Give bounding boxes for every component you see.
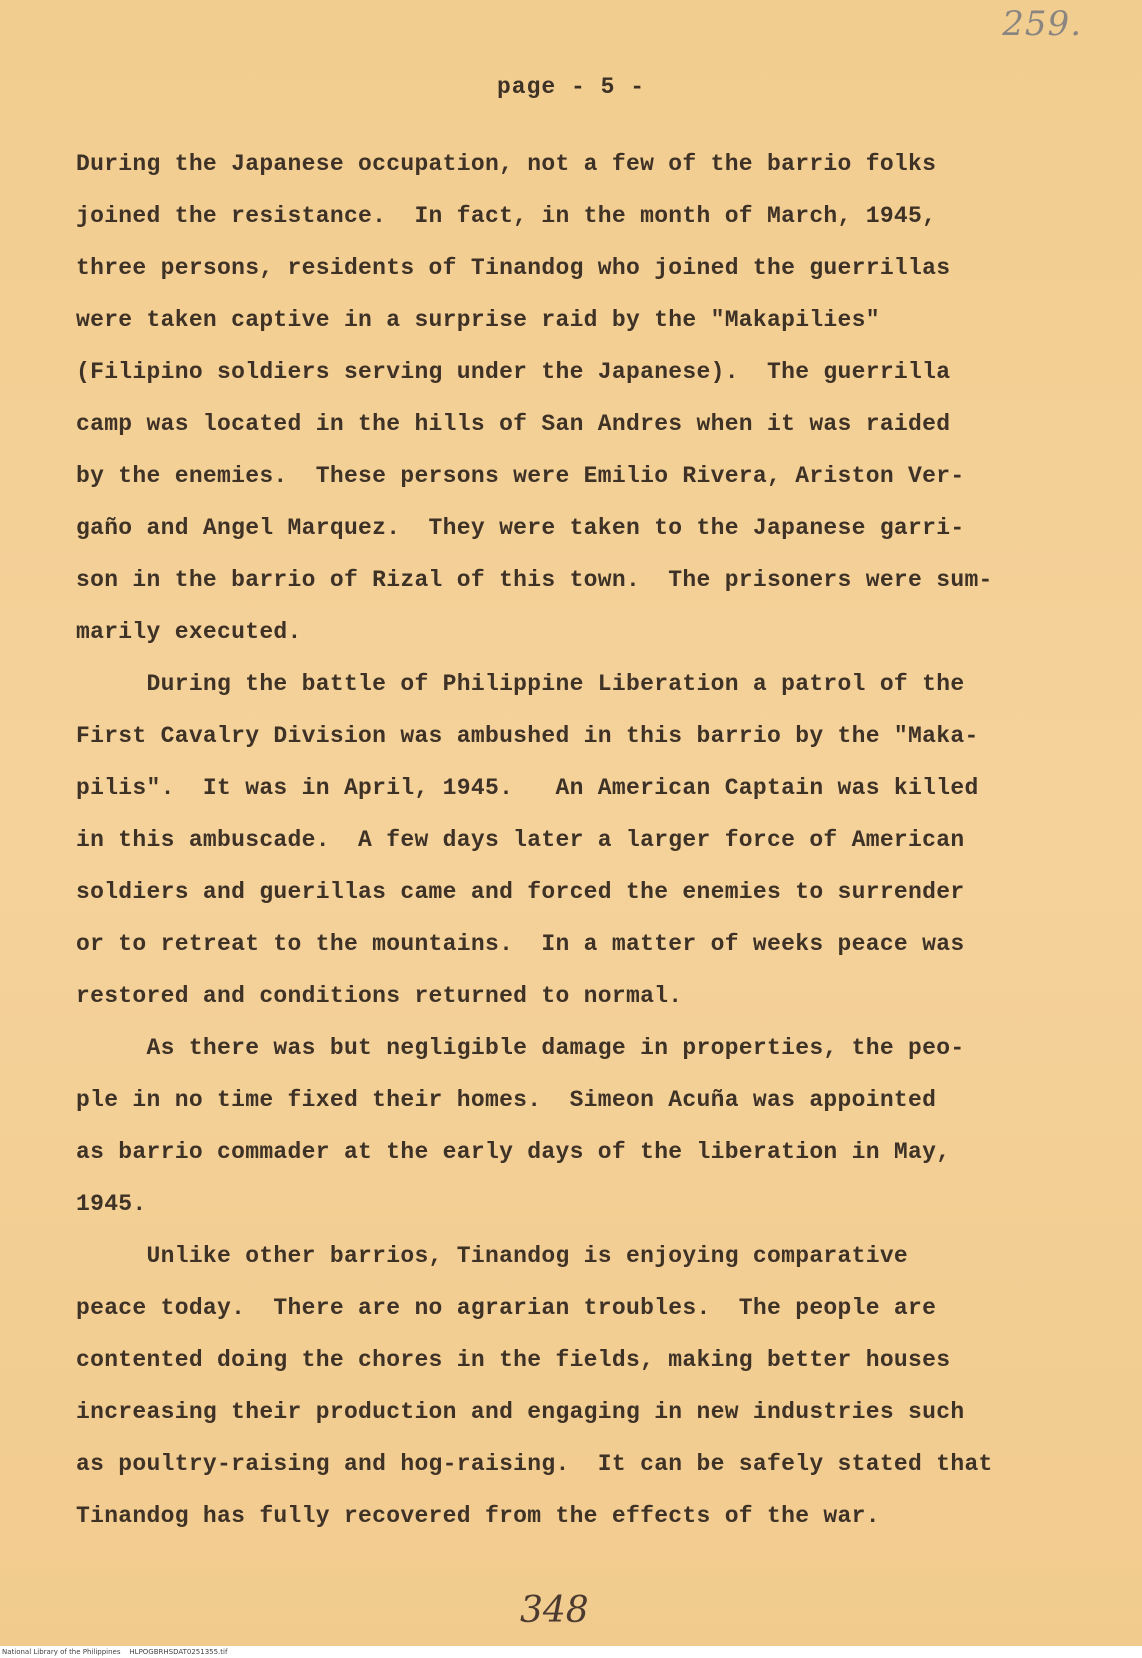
footer-file: HLPOGBRHSDAT0251355.tif [129,1648,228,1656]
text-line: or to retreat to the mountains. In a matter of weeks peace was [76,931,965,957]
text-line: peace today. There are no agrarian troubles. The people are [76,1295,937,1321]
text-line: camp was located in the hills of San Andres when it was raided [76,411,951,437]
text-line: pilis". It was in April, 1945. An American Captain was killed [76,775,979,801]
text-line: by the enemies. These persons were Emilio Rivera, Ariston Ver- [76,463,965,489]
text-line: joined the resistance. In fact, in the month of March, 1945, [76,203,937,229]
text-line: gaño and Angel Marquez. They were taken to the Japanese garri- [76,515,965,541]
handwritten-page-number: 348 [520,1590,589,1631]
text-line: First Cavalry Division was ambushed in this barrio by the "Maka- [76,723,979,749]
text-line: son in the barrio of Rizal of this town. The prisoners were sum- [76,567,993,593]
text-line: During the Japanese occupation, not a few of the barrio folks [76,151,937,177]
footer-source: National Library of the Philippines [2,1648,121,1656]
text-line: were taken captive in a surprise raid by the "Makapilies" [76,307,880,333]
archive-footer [0,1646,1142,1658]
text-line: (Filipino soldiers serving under the Japanese). The guerrilla [76,359,951,385]
text-line: as barrio commader at the early days of the liberation in May, [76,1139,951,1165]
typed-body-text [76,138,1076,1542]
text-line: soldiers and guerillas came and forced the enemies to surrender [76,879,965,905]
text-line: ple in no time fixed their homes. Simeon Acuña was appointed [76,1087,937,1113]
text-line: 1945. [76,1191,147,1217]
text-line: in this ambuscade. A few days later a larger force of American [76,827,965,853]
page-number-heading: page - 5 - [496,74,646,100]
text-line: restored and conditions returned to normal. [76,983,683,1009]
text-line: marily executed. [76,619,302,645]
text-line: as poultry-raising and hog-raising. It can be safely stated that [76,1451,993,1477]
text-line: contented doing the chores in the fields, making better houses [76,1347,951,1373]
text-line: Unlike other barrios, Tinandog is enjoying comparative [76,1243,909,1269]
text-line: During the battle of Philippine Liberation a patrol of the [76,671,965,697]
text-line: As there was but negligible damage in properties, the peo- [76,1035,965,1061]
text-line: three persons, residents of Tinandog who joined the guerrillas [76,255,951,281]
text-line: Tinandog has fully recovered from the effects of the war. [76,1503,880,1529]
text-line: increasing their production and engaging in new industries such [76,1399,965,1425]
handwritten-folio-number: 259. [1002,4,1082,44]
